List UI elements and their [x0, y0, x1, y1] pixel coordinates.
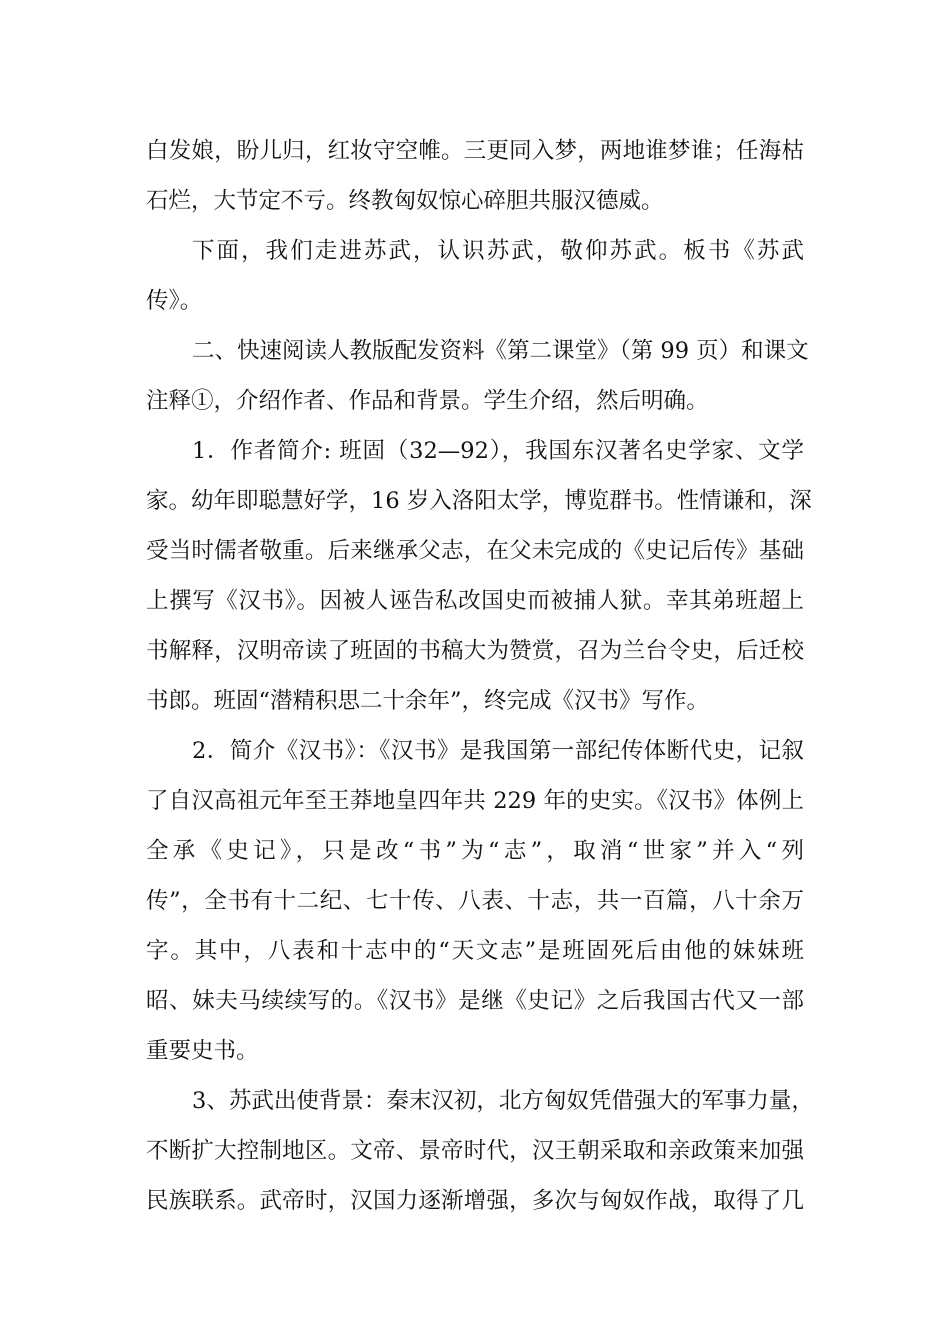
- text-line: 二、快速阅读人教版配发资料《第二课堂》（第 99 页）和课文: [192, 338, 809, 364]
- text-line: 2．简介《汉书》：《汉书》是我国第一部纪传体断代史，记叙: [192, 738, 804, 764]
- text-line: 受当时儒者敬重。后来继承父志，在父未完成的《史记后传》基础: [146, 538, 804, 564]
- text-line: 3、苏武出使背景：秦末汉初，北方匈奴凭借强大的军事力量，: [192, 1088, 814, 1114]
- text-line: 重要史书。: [146, 1038, 259, 1064]
- text-line: 上撰写《汉书》。因被人诬告私改国史而被捕人狱。幸其弟班超上: [146, 588, 804, 614]
- text-line: 了自汉高祖元年至王莽地皇四年共 229 年的史实。《汉书》体例上: [146, 788, 804, 814]
- text-line: 不断扩大控制地区。文帝、景帝时代，汉王朝采取和亲政策来加强: [146, 1138, 804, 1164]
- text-line: 1．作者简介: 班固（32—92），我国东汉著名史学家、文学: [192, 438, 804, 464]
- text-line: 注释①，介绍作者、作品和背景。学生介绍，然后明确。: [146, 388, 709, 414]
- text-line: 民族联系。武帝时，汉国力逐渐增强，多次与匈奴作战，取得了几: [146, 1188, 804, 1214]
- text-line: 书郎。班固“潜精积思二十余年”，终完成《汉书》写作。: [146, 688, 710, 714]
- text-line: 下面，我们走进苏武，认识苏武，敬仰苏武。板书《苏武: [192, 238, 804, 264]
- text-line: 昭、妹夫马续续写的。《汉书》是继《史记》之后我国古代又一部: [146, 988, 804, 1014]
- text-line: 家。幼年即聪慧好学，16 岁入洛阳太学，博览群书。性情谦和，深: [146, 488, 812, 514]
- text-line: 全承《史记》，只是改“书”为“志”，取消“世家”并入“列: [146, 838, 804, 864]
- text-line: 传》。: [146, 288, 203, 314]
- text-line: 传”，全书有十二纪、七十传、八表、十志，共一百篇，八十余万: [146, 888, 804, 914]
- text-line: 书解释，汉明帝读了班固的书稿大为赞赏，召为兰台令史，后迁校: [146, 638, 804, 664]
- text-line: 石烂，大节定不亏。终教匈奴惊心碎胆共服汉德威。: [146, 188, 664, 214]
- text-line: 字。其中，八表和十志中的“天文志”是班固死后由他的妹妹班: [146, 938, 804, 964]
- text-line: 白发娘，盼儿归，红妆守空帷。三更同入梦，两地谁梦谁；任海枯: [146, 138, 804, 164]
